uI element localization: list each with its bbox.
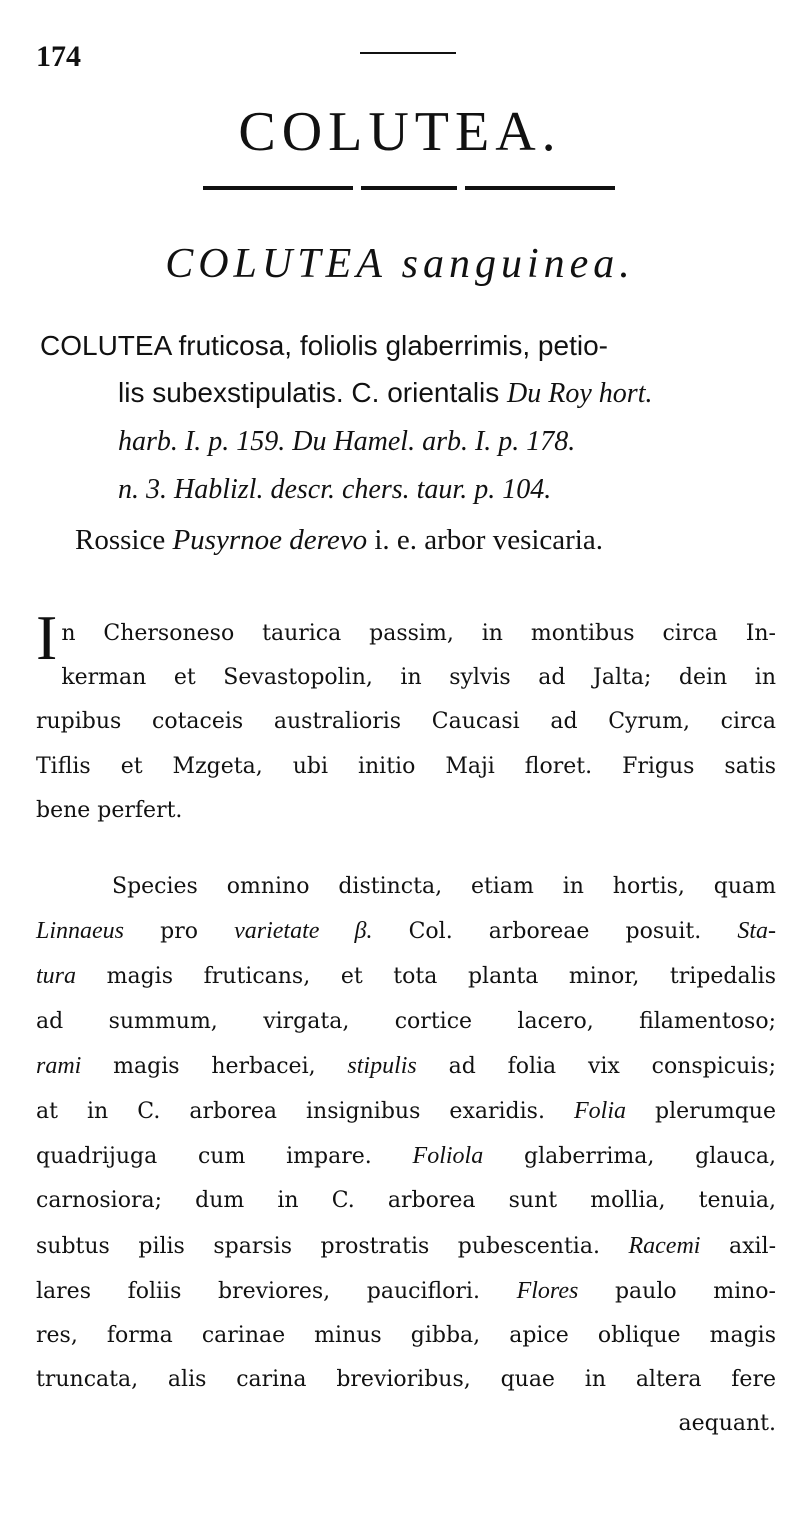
text-line: Species omnino distincta, etiam in hortis, quam — [112, 874, 776, 899]
drop-cap: I — [36, 602, 58, 673]
text-line: res, forma carinae minus gibba, apice oblique magis — [36, 1323, 776, 1349]
diagnosis-line: COLUTEA fruticosa, foliolis glaberrimis, petio- — [40, 330, 608, 361]
text-line: aequant. — [678, 1411, 776, 1437]
text-line: Linnaeus pro varietate β. Col. arboreae posuit. Sta- — [36, 918, 776, 945]
text-line: subtus pilis sparsis prostratis pubescentia. Racemi axil- — [36, 1232, 777, 1259]
text-line: n Chersoneso taurica passim, in montibus circa In- — [61, 621, 776, 646]
diagnosis-line: harb. I. p. 159. Du Hamel. arb. I. p. 178. — [118, 426, 576, 457]
text-line: tura magis fruticans, et tota planta minor, tripedalis — [36, 963, 776, 990]
text-line: lares foliis breviores, pauciflori. Flores paulo mino- — [36, 1277, 776, 1304]
header-rule — [360, 52, 456, 54]
text-line: bene perfert. — [36, 797, 183, 823]
text-line: Tiflis et Mzgeta, ubi initio Maji floret. Frigus satis — [36, 753, 776, 779]
genus-heading: COLUTEA. — [238, 101, 562, 163]
vernacular-name: Rossice Pusyrnoe derevo i. e. arbor vesicaria. — [75, 524, 603, 556]
text-line: kerman et Sevastopolin, in sylvis ad Jalta; dein in — [61, 665, 776, 691]
text-line: carnosiora; dum in C. arborea sunt mollia, tenuia, — [36, 1188, 776, 1214]
text-line: truncata, alis carina brevioribus, quae in altera fere — [36, 1367, 776, 1393]
habitat-paragraph — [36, 602, 776, 833]
description-paragraph — [36, 865, 776, 1447]
diagnosis-block — [40, 322, 780, 513]
text-line: quadrijuga cum impare. Foliola glaberrima, glauca, — [36, 1143, 777, 1170]
text-line: rami magis herbacei, stipulis ad folia vix conspicuis; — [36, 1052, 777, 1079]
species-title: COLUTEA sanguinea. — [165, 241, 635, 287]
section-divider — [203, 186, 615, 190]
diagnosis-line: n. 3. Hablizl. descr. chers. taur. p. 104. — [118, 474, 552, 505]
text-line: at in C. arborea insignibus exaridis. Folia plerumque — [36, 1098, 776, 1125]
diagnosis-line: lis subexstipulatis. C. orientalis Du Roy hort. — [118, 377, 653, 409]
text-line: ad summum, virgata, cortice lacero, filamentoso; — [36, 1008, 776, 1034]
text-line: rupibus cotaceis australioris Caucasi ad Cyrum, circa — [36, 709, 776, 735]
page-number: 174 — [36, 40, 81, 73]
